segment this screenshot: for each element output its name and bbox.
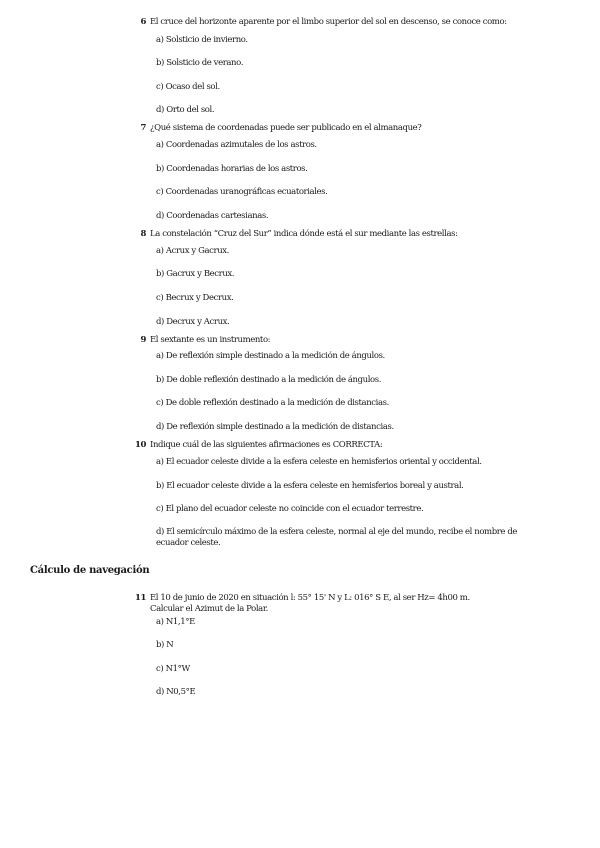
option-b: b) El ecuador celeste divide a la esfera celeste en hemisferios boreal y austral.	[156, 481, 464, 491]
question-number: 6	[140, 17, 146, 27]
option-b: b) N	[156, 640, 174, 650]
option-a: a) Solsticio de invierno.	[156, 35, 248, 45]
option-d: d) Orto del sol.	[156, 105, 215, 115]
option-b: b) Solsticio de verano.	[156, 58, 243, 68]
question-number: 7	[140, 123, 146, 133]
option-b: b) Coordenadas horarias de los astros.	[156, 164, 308, 174]
question-text: ¿Qué sistema de coordenadas puede ser publicado en el almanaque?	[150, 123, 422, 133]
question-text: Indique cuál de las siguientes afirmaciones es CORRECTA:	[150, 440, 383, 450]
question-number: 9	[140, 335, 146, 345]
option-b: b) De doble reflexión destinado a la medición de ángulos.	[156, 375, 382, 385]
question-number: 10	[134, 440, 146, 450]
option-a: a) De reflexión simple destinado a la medición de ángulos.	[156, 351, 385, 361]
option-d: d) El semicírculo máximo de la esfera celeste, normal al eje del mundo, recibe el nombre de ecuador celeste.	[156, 527, 518, 548]
option-c: c) Ocaso del sol.	[156, 82, 220, 92]
option-a: a) N1,1°E	[156, 617, 195, 627]
question-text: El cruce del horizonte aparente por el limbo superior del sol en descenso, se conoce como:	[150, 17, 507, 27]
option-b: b) Gacrux y Becrux.	[156, 269, 235, 279]
option-c: c) Coordenadas uranográficas ecuatoriales.	[156, 187, 328, 197]
option-d: d) Decrux y Acrux.	[156, 317, 230, 327]
option-c: c) De doble reflexión destinado a la medición de distancias.	[156, 398, 389, 408]
question-text: La constelación “Cruz del Sur” indica dónde está el sur mediante las estrellas:	[150, 229, 458, 239]
option-d: d) N0,5°E	[156, 687, 196, 697]
option-a: a) Coordenadas azimutales de los astros.	[156, 140, 317, 150]
option-c: c) N1°W	[156, 664, 190, 674]
question-text: El sextante es un instrumento:	[150, 335, 271, 345]
question-number: 8	[140, 229, 146, 239]
option-d: d) De reflexión simple destinado a la medición de distancias.	[156, 422, 394, 432]
option-c: c) El plano del ecuador celeste no coincide con el ecuador terrestre.	[156, 504, 424, 514]
question-text: El 10 de junio de 2020 en situación l: 55° 15' N y L: 016° S E, al ser Hz= 4h00 m. Calcular el Azimut de la Polar.	[150, 593, 470, 614]
option-a: a) Acrux y Gacrux.	[156, 246, 229, 256]
question-number: 11	[134, 593, 146, 603]
option-c: c) Becrux y Decrux.	[156, 293, 234, 303]
section-title: Cálculo de navegación	[30, 565, 150, 576]
option-d: d) Coordenadas cartesianas.	[156, 211, 269, 221]
option-a: a) El ecuador celeste divide a la esfera celeste en hemisferios oriental y occidental.	[156, 457, 482, 467]
